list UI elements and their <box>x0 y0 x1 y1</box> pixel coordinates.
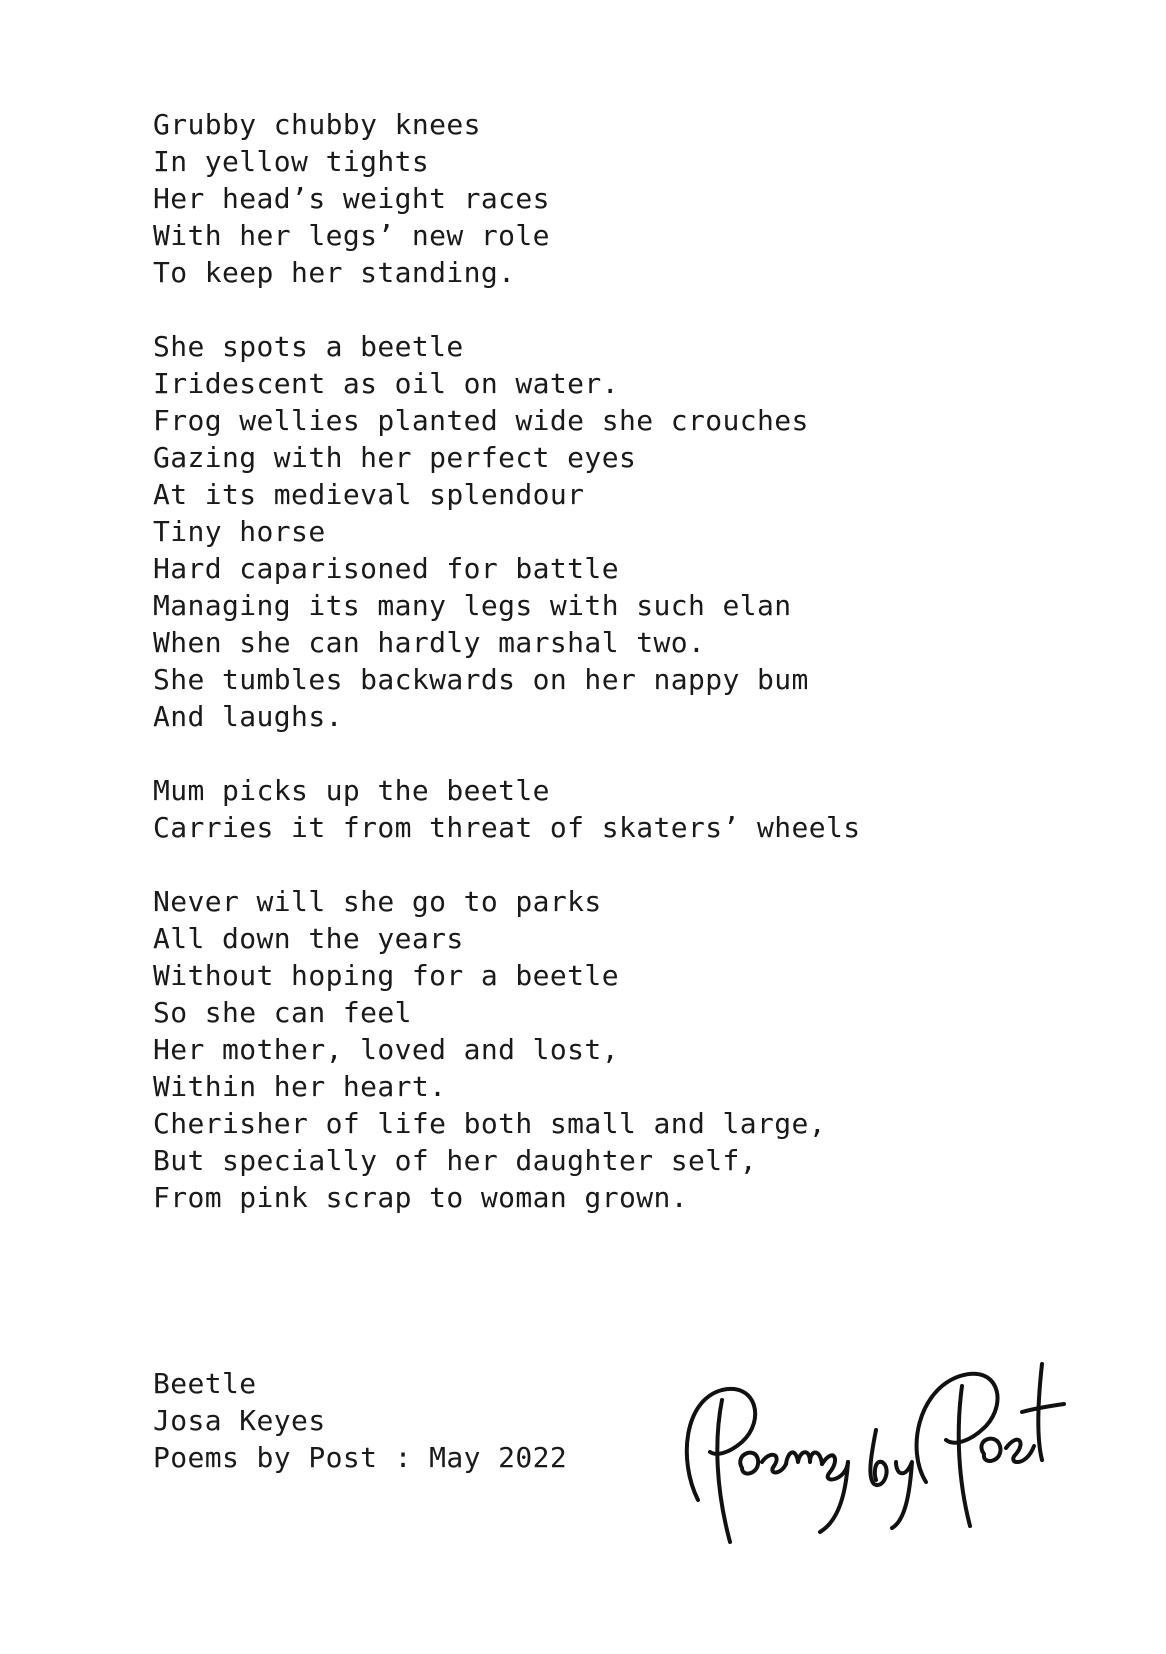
poem-line: Frog wellies planted wide she crouches <box>153 404 809 437</box>
poem-line: But specially of her daughter self, <box>153 1144 758 1177</box>
poem-line: When she can hardly marshal two. <box>153 626 706 659</box>
poem-author: Josa Keyes <box>153 1404 326 1437</box>
poem-title: Beetle <box>153 1367 257 1400</box>
signature-logo-svg <box>670 1350 1070 1570</box>
poem-line: From pink scrap to woman grown. <box>153 1181 688 1214</box>
poem-line: Never will she go to parks <box>153 885 602 918</box>
stanza-3 <box>153 772 1053 846</box>
poem-line: Within her heart. <box>153 1070 447 1103</box>
poem-line: Iridescent as oil on water. <box>153 367 619 400</box>
poem-body <box>153 106 1053 1216</box>
poem-line: Managing its many legs with such elan <box>153 589 792 622</box>
poem-line: Gazing with her perfect eyes <box>153 441 637 474</box>
poems-by-post-signature-logo-icon <box>670 1350 1070 1570</box>
poem-line: Hard caparisoned for battle <box>153 552 619 585</box>
stanza-4 <box>153 883 1053 1216</box>
poem-credits <box>153 1365 567 1476</box>
poem-line: Her mother, loved and lost, <box>153 1033 619 1066</box>
poem-line: Carries it from threat of skaters’ wheels <box>153 811 861 844</box>
poem-line: Without hoping for a beetle <box>153 959 619 992</box>
poem-line: She tumbles backwards on her nappy bum <box>153 663 809 696</box>
poem-line: To keep her standing. <box>153 256 516 289</box>
stanza-2 <box>153 328 1053 735</box>
poem-line: She spots a beetle <box>153 330 464 363</box>
poem-line: All down the years <box>153 922 464 955</box>
poem-line: At its medieval splendour <box>153 478 585 511</box>
stanza-1 <box>153 106 1053 291</box>
poem-line: Her head’s weight races <box>153 182 550 215</box>
poem-line: So she can feel <box>153 996 412 1029</box>
poem-line: With her legs’ new role <box>153 219 550 252</box>
publication-line: Poems by Post : May 2022 <box>153 1441 568 1474</box>
poem-line: In yellow tights <box>153 145 430 178</box>
poem-line: Cherisher of life both small and large, <box>153 1107 827 1140</box>
poem-line: Tiny horse <box>153 515 326 548</box>
poem-line: Grubby chubby knees <box>153 108 481 141</box>
poem-line: Mum picks up the beetle <box>153 774 550 807</box>
poem-line: And laughs. <box>153 700 343 733</box>
